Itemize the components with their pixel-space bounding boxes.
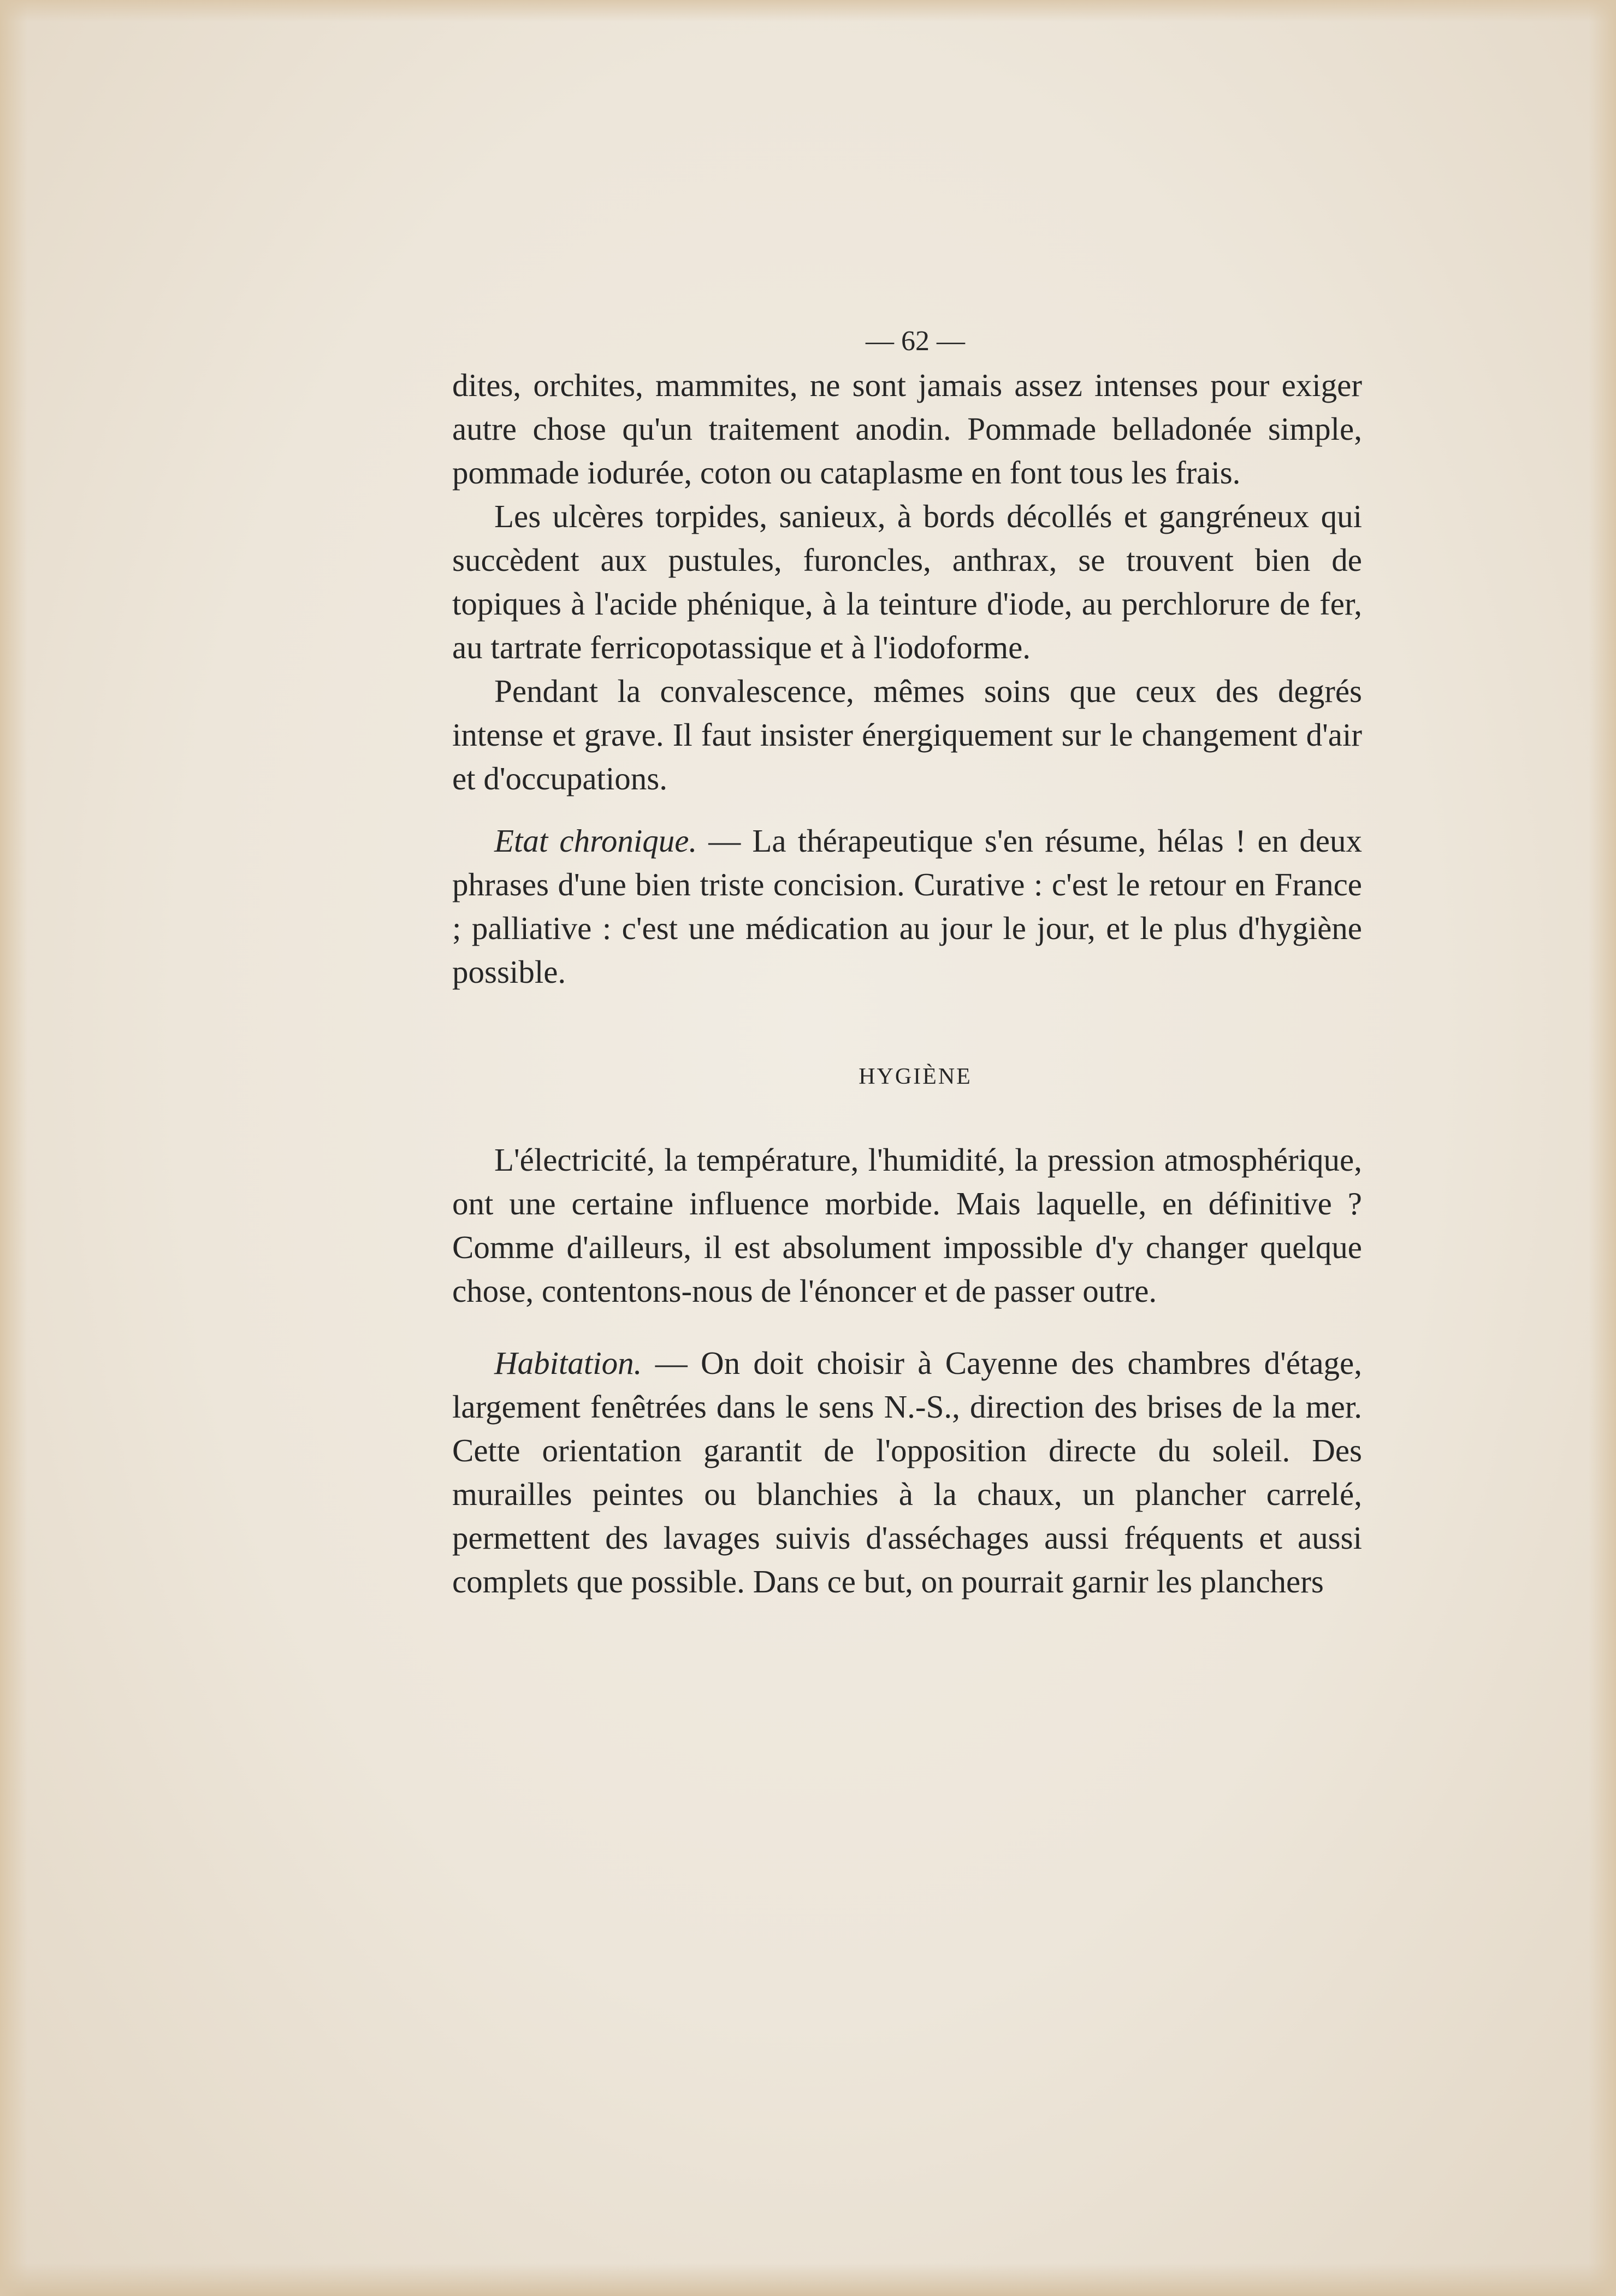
- section-title-hygiene: HYGIÈNE: [859, 1064, 972, 1089]
- paragraph-habitation: [452, 1341, 1362, 1603]
- etat-chronique-heading: Etat chronique.: [494, 823, 697, 859]
- page-edge-shadow-top: [0, 0, 1616, 22]
- page-edge-shadow-right: [1589, 0, 1616, 2296]
- paragraph-ulceres: Les ulcères torpides, sanieux, à bords décollés et gangréneux qui succèdent aux pustules, furoncles, anthrax, se trouvent bien de topiques à l'acide phénique, à la teinture d'iode, au perchlorure de fer, au tartrate ferricopotassique et à l'iodoforme.: [452, 498, 1362, 665]
- etat-chronique-text: — La thérapeutique s'en résume, hélas ! en deux phrases d'une bien triste concision. Curative : c'est le retour en France ; palliative : c'est une médication au jour le jour, et le plus d'hygiène possible.: [452, 823, 1362, 990]
- page-number: — 62 —: [866, 326, 965, 357]
- paragraph-continuation: dites, orchites, mammites, ne sont jamais assez intenses pour exiger autre chose qu'un traitement anodin. Pommade belladonée simple, pommade iodurée, coton ou cataplasme en font tous les frais.: [452, 367, 1362, 491]
- page-edge-shadow-bottom: [0, 2263, 1616, 2296]
- page-edge-shadow-left: [0, 0, 27, 2296]
- text-body: [452, 320, 1362, 1603]
- paragraph-etat-chronique: [452, 819, 1362, 994]
- habitation-heading: Habitation.: [494, 1345, 642, 1381]
- paragraph-convalescence: Pendant la convalescence, mêmes soins que ceux des degrés intense et grave. Il faut insister énergiquement sur le changement d'air et d'occupations.: [452, 673, 1362, 796]
- habitation-text: — On doit choisir à Cayenne des chambres d'étage, largement fenêtrées dans le sens N.-S., direction des brises de la mer. Cette orientation garantit de l'opposition directe du soleil. Des murailles peintes ou blanchies à la chaux, un plancher carrelé, permettent des lavages suivis d'asséchages aussi fréquents et aussi complets que possible. Dans ce but, on pourrait garnir les planchers: [452, 1345, 1362, 1599]
- paragraph-hygiene-intro: L'électricité, la température, l'humidité, la pression atmosphérique, ont une certaine influence morbide. Mais laquelle, en définitive ? Comme d'ailleurs, il est absolument impossible d'y changer quelque chose, contentons-nous de l'énoncer et de passer outre.: [452, 1142, 1362, 1309]
